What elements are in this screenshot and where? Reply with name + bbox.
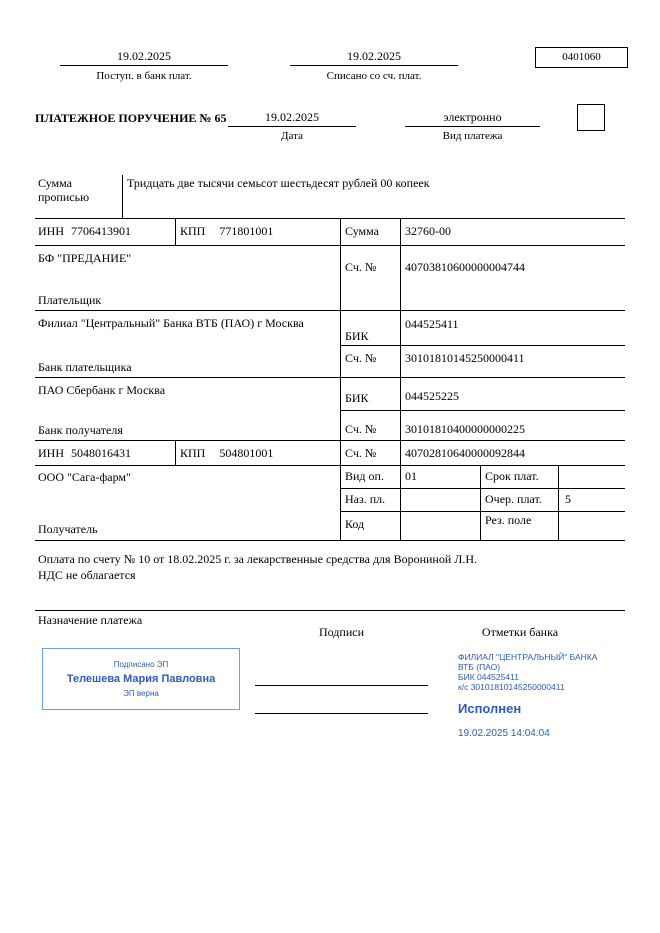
document-date-field: 19.02.2025 <box>228 109 356 127</box>
payer-kpp <box>180 224 273 238</box>
payer-bank-bik-value: 044525411 <box>405 317 459 331</box>
received-date-field: 19.02.2025 <box>60 48 228 66</box>
payee-kpp <box>180 446 273 460</box>
grid-line-v <box>122 175 123 218</box>
grid-line-v <box>400 218 401 540</box>
amount-value: 32760-00 <box>405 224 451 238</box>
reserve-field-label: Рез. поле <box>485 513 532 527</box>
amount-words-label-2: прописью <box>38 190 90 204</box>
document-date-label: Дата <box>281 130 303 142</box>
payer-section-label: Плательщик <box>38 293 102 307</box>
payee-bank-bik-value: 044525225 <box>405 389 459 403</box>
payer-inn <box>38 224 131 238</box>
payee-bank-account-label: Сч. № <box>345 422 377 436</box>
payer-bank-section-label: Банк плательщика <box>38 360 132 374</box>
priority-label: Очер. плат. <box>485 492 542 506</box>
grid-line-v <box>340 218 341 540</box>
payer-bank-account-value: 30101810145250000411 <box>405 351 525 365</box>
signatures-heading: Подписи <box>318 625 365 639</box>
payer-inn-label: ИНН <box>38 224 64 238</box>
payer-bank-name: Филиал "Центральный" Банка ВТБ (ПАО) г Москва <box>38 316 304 330</box>
grid-line-h <box>340 488 625 489</box>
payee-inn <box>38 446 131 460</box>
amount-label: Сумма <box>345 224 379 238</box>
pay-term-label: Срок плат. <box>485 469 539 483</box>
payee-bank-name: ПАО Сбербанк г Москва <box>38 383 166 397</box>
payment-kind-label: Вид платежа <box>442 130 503 142</box>
grid-line-h <box>35 440 625 441</box>
grid-line-h <box>35 377 625 378</box>
grid-line-h <box>340 410 625 411</box>
payer-bank-account-label: Сч. № <box>345 351 377 365</box>
payee-name: ООО "Сага-фарм" <box>38 470 131 484</box>
debited-date-field: 19.02.2025 <box>290 48 458 66</box>
priority-value: 5 <box>565 492 571 506</box>
purpose-underline <box>35 610 625 611</box>
op-kind-label: Вид оп. <box>345 469 384 483</box>
purpose-line-1: Оплата по счету № 10 от 18.02.2025 г. за лекарственные средства для Ворониной Л.Н. <box>38 552 478 566</box>
form-code-box: 0401060 <box>535 47 628 68</box>
debited-date-label: Списано со сч. плат. <box>326 70 422 82</box>
code-label: Код <box>345 517 365 531</box>
grid-line-v <box>175 440 176 465</box>
payer-name: БФ "ПРЕДАНИЕ" <box>38 251 132 265</box>
payee-bank-bik-label: БИК <box>345 391 369 405</box>
amount-words-label-1: Сумма <box>38 176 72 190</box>
payer-kpp-value: 771801001 <box>219 224 274 238</box>
payee-inn-label: ИНН <box>38 446 64 460</box>
grid-line-h <box>35 310 625 311</box>
payment-kind-field: электронно <box>405 109 540 127</box>
purpose-line-2: НДС не облагается <box>38 568 136 582</box>
bank-stamp-line-3: БИК 044525411 <box>458 672 519 682</box>
bank-marks-heading: Отметки банка <box>481 625 559 639</box>
payee-kpp-label: КПП <box>180 446 206 460</box>
payer-account-value: 40703810600000004744 <box>405 260 525 274</box>
bank-stamp-line-2: ВТБ (ПАО) <box>458 662 501 672</box>
bank-stamp-datetime: 19.02.2025 14:04:04 <box>458 728 550 739</box>
received-date-label: Поступ. в банк плат. <box>96 70 192 82</box>
payer-bank-bik-label: БИК <box>345 329 369 343</box>
payee-section-label: Получатель <box>38 522 98 536</box>
payee-kpp-value: 504801001 <box>219 446 274 460</box>
payee-account-value: 40702810640000092844 <box>405 446 525 460</box>
esign-stamp-bottom-text: ЭП верна <box>123 689 159 698</box>
payee-bank-account-value: 30101810400000000225 <box>405 422 525 436</box>
esign-stamp <box>42 648 240 710</box>
bank-stamp-line-4: к/с 30101810145250000411 <box>458 682 565 692</box>
document-title: ПЛАТЕЖНОЕ ПОРУЧЕНИЕ № 65 <box>35 111 227 125</box>
grid-line-v <box>175 218 176 245</box>
payee-bank-section-label: Банк получателя <box>38 423 123 437</box>
grid-line-v <box>480 465 481 540</box>
status-reserve-box <box>577 104 605 131</box>
pay-purpose-label: Наз. пл. <box>345 492 386 506</box>
amount-in-words: Тридцать две тысячи семьсот шестьдесят рублей 00 копеек <box>127 176 430 190</box>
op-kind-value: 01 <box>405 469 417 483</box>
bank-stamp-status: Исполнен <box>458 701 522 716</box>
esign-stamp-name: Телешева Мария Павловна <box>66 673 216 685</box>
grid-line-h <box>35 218 625 219</box>
signature-line <box>255 713 428 714</box>
signature-line <box>255 685 428 686</box>
grid-line-h <box>35 245 625 246</box>
grid-line-h <box>35 540 625 541</box>
payer-inn-value: 7706413901 <box>71 224 131 238</box>
bank-stamp-line-1: ФИЛИАЛ "ЦЕНТРАЛЬНЫЙ" БАНКА <box>458 652 598 662</box>
bank-stamp <box>458 652 633 739</box>
grid-line-h <box>35 465 625 466</box>
grid-line-h <box>340 511 625 512</box>
payee-account-label: Сч. № <box>345 446 377 460</box>
payer-kpp-label: КПП <box>180 224 206 238</box>
payee-inn-value: 5048016431 <box>71 446 131 460</box>
grid-line-v <box>558 465 559 540</box>
grid-line-h <box>340 345 625 346</box>
payer-account-label: Сч. № <box>345 260 377 274</box>
esign-stamp-top-text: Подписано ЭП <box>113 660 169 669</box>
purpose-section-label: Назначение платежа <box>38 613 143 627</box>
